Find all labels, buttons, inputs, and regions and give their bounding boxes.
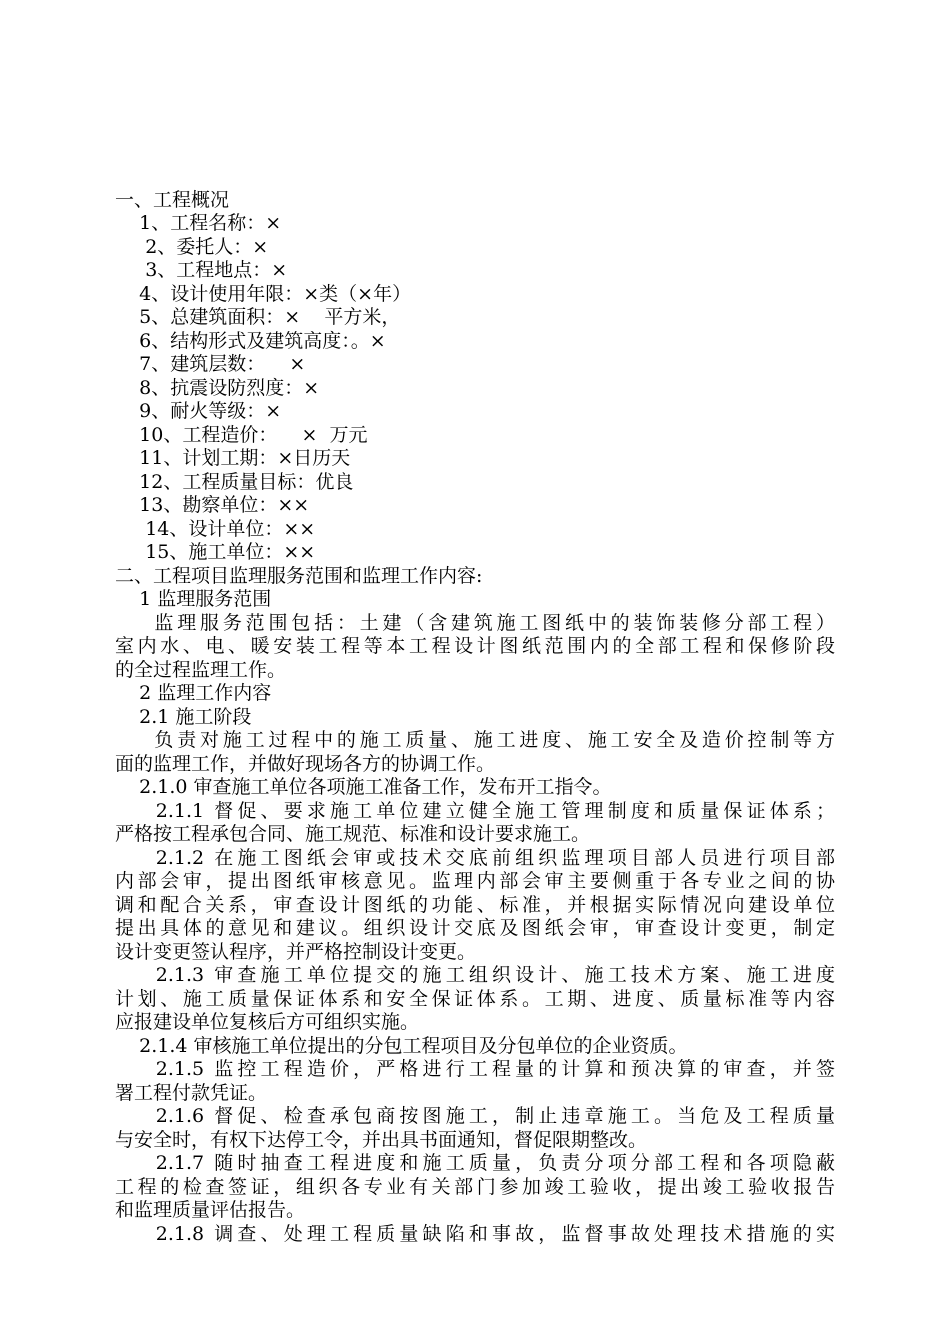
paragraph-line: 监理服务范围包括：土建（含建筑施工图纸中的装饰装修分部工程）	[115, 612, 835, 634]
text-line: 6、结构形式及建筑高度：。×	[115, 330, 386, 352]
subheading: 2 监理工作内容	[115, 682, 272, 704]
paragraph-line: 2.1.5 监控工程造价，严格进行工程量的计算和预决算的审查，并签	[115, 1058, 835, 1080]
text-line: 9、耐火等级：×	[115, 400, 282, 422]
subheading: 1 监理服务范围	[115, 588, 272, 610]
text-line: 11、计划工期：×日历天	[115, 447, 351, 469]
paragraph-line: 负责对施工过程中的施工质量、施工进度、施工安全及造价控制等方	[115, 729, 835, 751]
text-line: 4、设计使用年限：×类（×年）	[115, 283, 412, 305]
paragraph-line: 2.1.7 随时抽查工程进度和施工质量，负责分项分部工程和各项隐蔽	[115, 1152, 835, 1174]
paragraph-line: 设计变更签认程序，并严格控制设计变更。	[115, 941, 477, 963]
paragraph-line: 2.1.4 审核施工单位提出的分包工程项目及分包单位的企业资质。	[115, 1035, 688, 1057]
paragraph-line: 2.1.6 督促、检查承包商按图施工，制止违章施工。当危及工程质量	[115, 1105, 835, 1127]
paragraph-line: 工程的检查签证，组织各专业有关部门参加竣工验收，提出竣工验收报告	[115, 1176, 835, 1198]
section-heading-2: 二、工程项目监理服务范围和监理工作内容:	[115, 565, 483, 587]
paragraph-line: 2.1.2 在施工图纸会审或技术交底前组织监理项目部人员进行项目部	[115, 847, 835, 869]
paragraph-line: 提出具体的意见和建议。组织设计交底及图纸会审，审查设计变更，制定	[115, 917, 835, 939]
paragraph-line: 与安全时，有权下达停工令，并出具书面通知，督促限期整改。	[115, 1129, 648, 1151]
paragraph-line: 应报建设单位复核后方可组织实施。	[115, 1011, 420, 1033]
text-line: 3、工程地点：×	[115, 259, 288, 281]
text-line: 8、抗震设防烈度：×	[115, 377, 320, 399]
paragraph-line: 署工程付款凭证。	[115, 1082, 268, 1104]
paragraph-line: 2.1.0 审查施工单位各项施工准备工作，发布开工指令。	[115, 776, 612, 798]
text-line: 5、总建筑面积：× 平方米，	[115, 306, 401, 328]
paragraph-line: 严格按工程承包合同、施工规范、标准和设计要求施工。	[115, 823, 591, 845]
paragraph-line: 内部会审，提出图纸审核意见。监理内部会审主要侧重于各专业之间的协	[115, 870, 835, 892]
text-line: 14、设计单位：××	[115, 518, 316, 540]
text-line: 13、勘察单位：××	[115, 494, 310, 516]
paragraph-line: 面的监理工作，并做好现场各方的协调工作。	[115, 753, 496, 775]
text-line: 2、委托人：×	[115, 236, 269, 258]
section-heading-1: 一、工程概况	[115, 189, 230, 211]
text-line: 1、工程名称：×	[115, 212, 282, 234]
text-line: 10、工程造价： × 万元	[115, 424, 368, 446]
text-line: 12、工程质量目标：优良	[115, 471, 354, 493]
subheading: 2.1 施工阶段	[115, 706, 252, 728]
paragraph-line: 的全过程监理工作。	[115, 659, 287, 681]
text-line: 15、施工单位：××	[115, 541, 316, 563]
paragraph-line: 计划、施工质量保证体系和安全保证体系。工期、进度、质量标准等内容	[115, 988, 835, 1010]
text-line: 7、建筑层数： ×	[115, 353, 306, 375]
paragraph-line: 和监理质量评估报告。	[115, 1199, 306, 1221]
paragraph-line: 2.1.8 调查、处理工程质量缺陷和事故，监督事故处理技术措施的实	[115, 1223, 835, 1245]
paragraph-line: 室内水、电、暖安装工程等本工程设计图纸范围内的全部工程和保修阶段	[115, 635, 835, 657]
paragraph-line: 2.1.1 督促、要求施工单位建立健全施工管理制度和质量保证体系；	[115, 800, 835, 822]
paragraph-line: 2.1.3 审查施工单位提交的施工组织设计、施工技术方案、施工进度	[115, 964, 835, 986]
paragraph-line: 调和配合关系，审查设计图纸的功能、标准，并根据实际情况向建设单位	[115, 894, 835, 916]
